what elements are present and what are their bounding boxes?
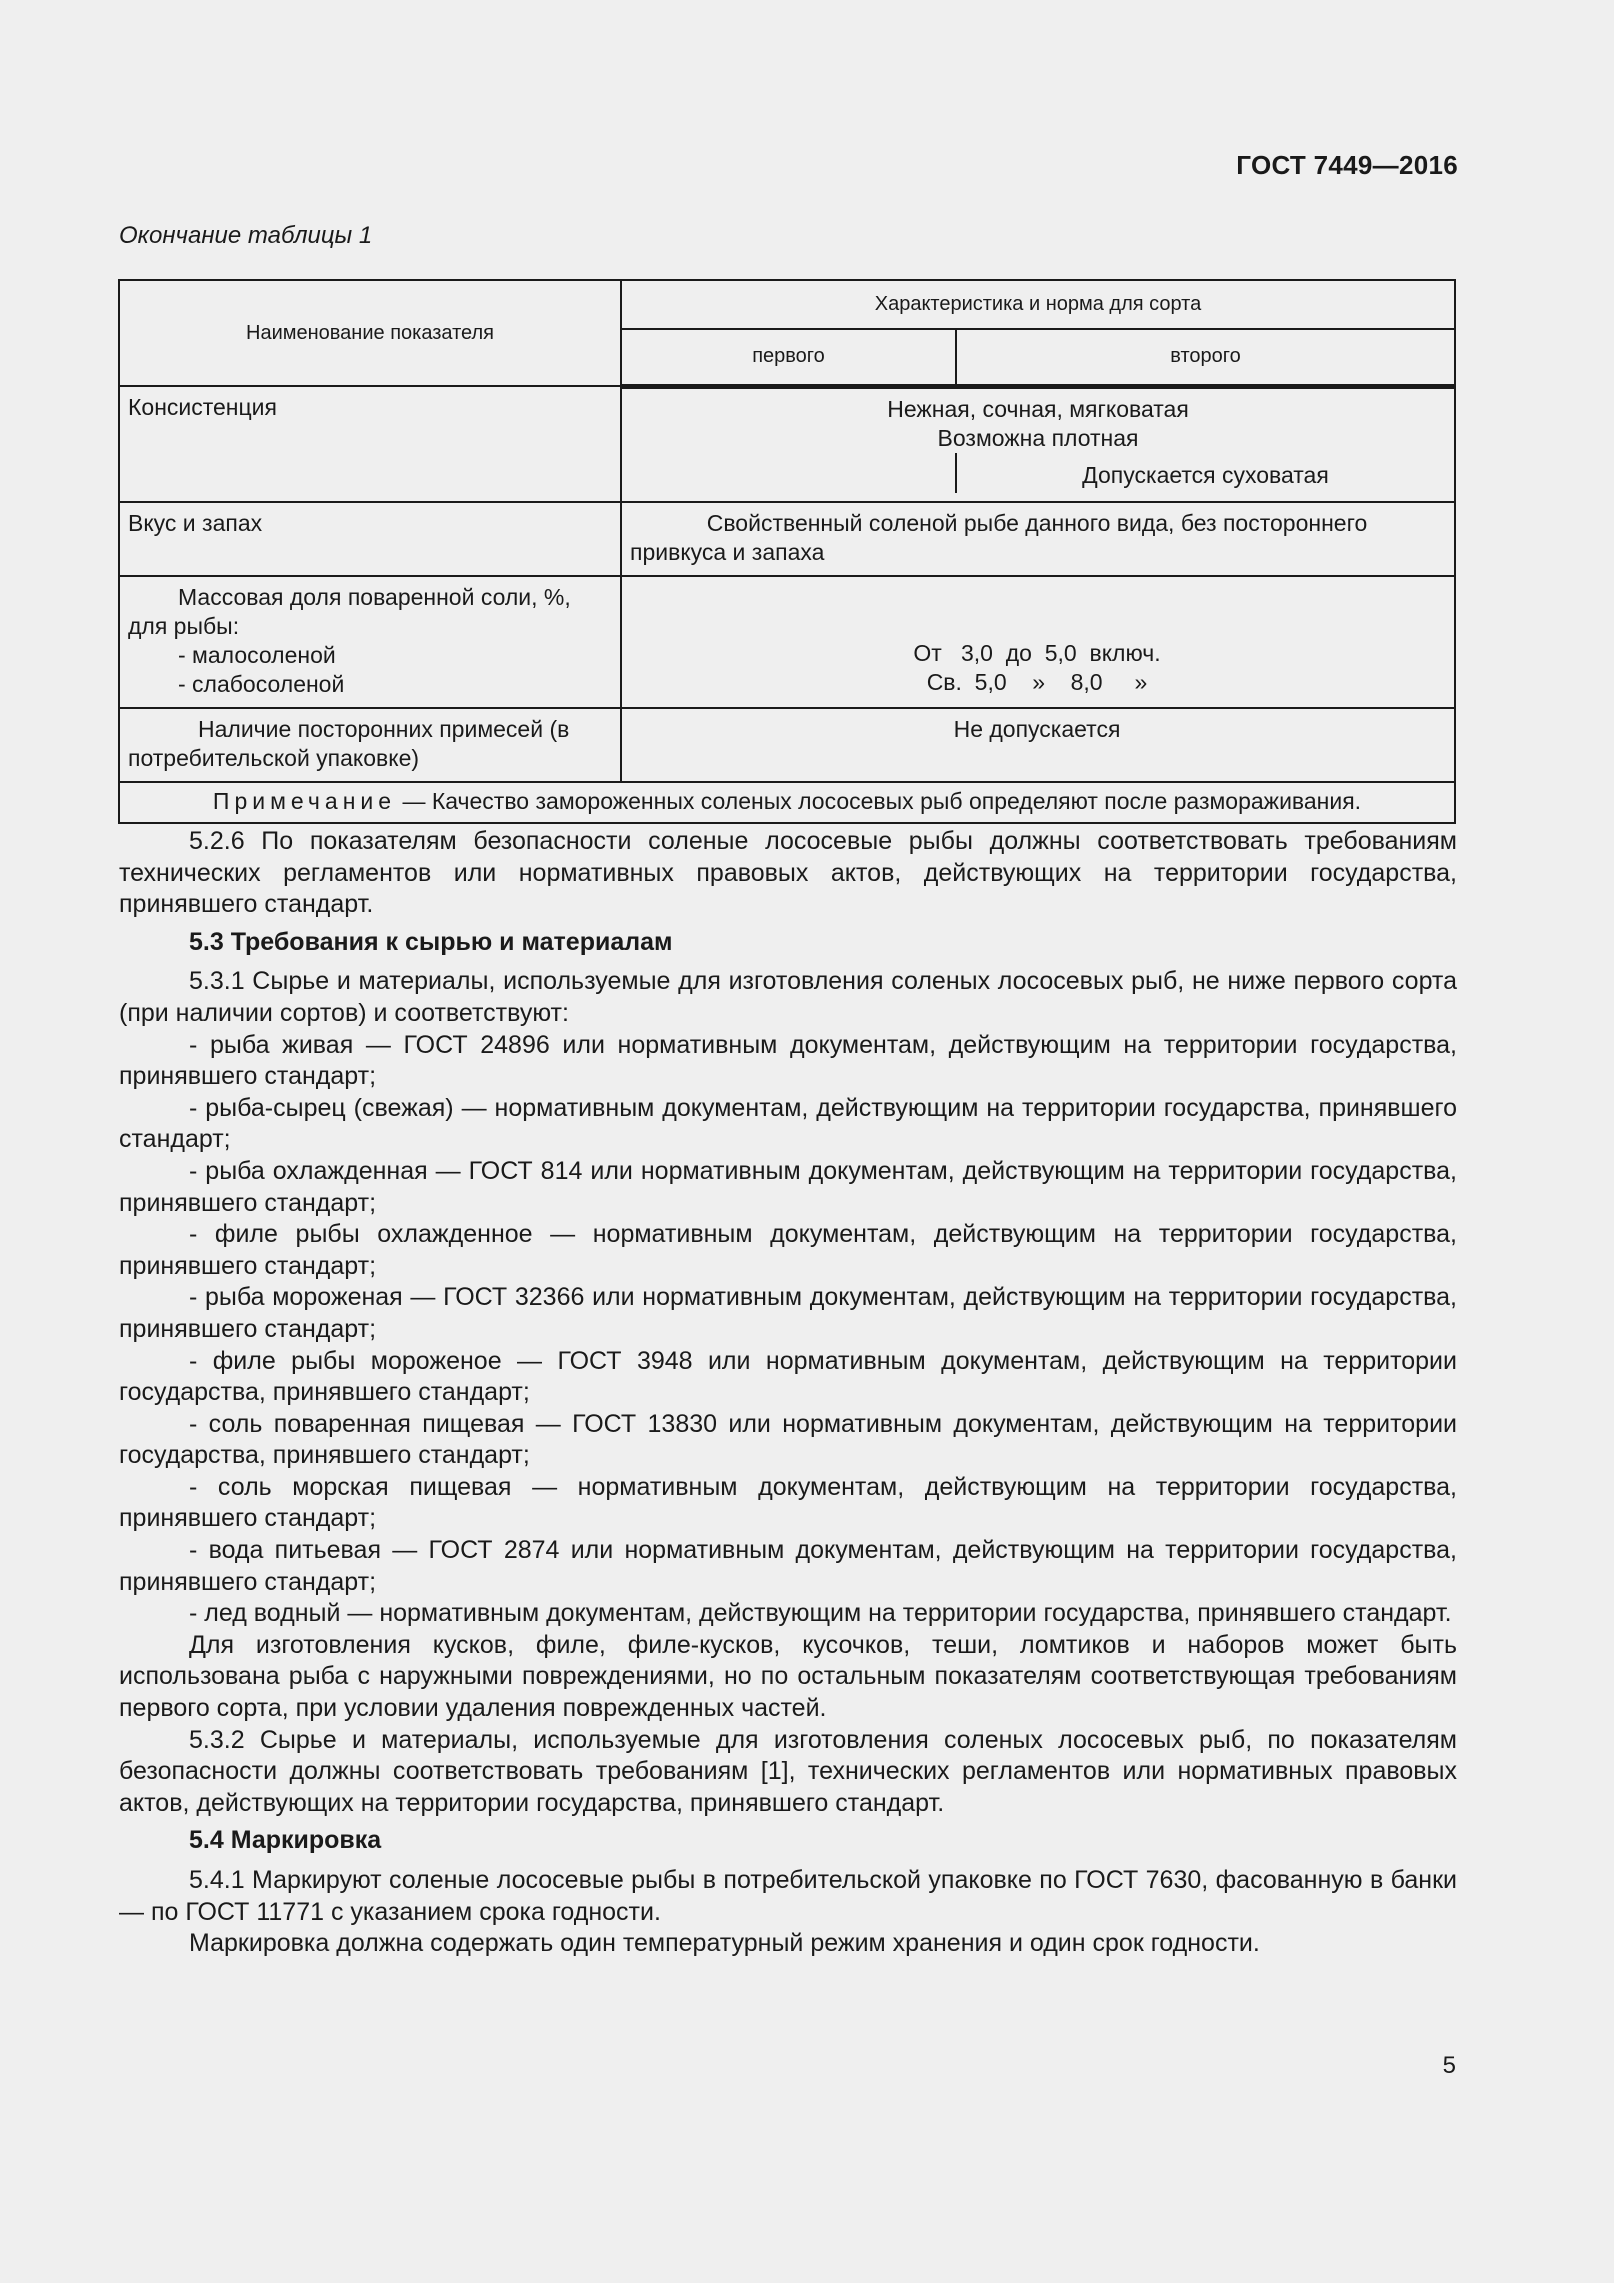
section-heading-5-3: 5.3 Требования к сырью и материалам — [189, 927, 673, 956]
cell-text: Нежная, сочная, мягковатая — [887, 395, 1189, 422]
list-item: - вода питьевая — ГОСТ 2874 или нормативным документам, действующим на территории государства, принявшего стандарт; — [119, 1536, 1457, 1596]
row-value-salt — [621, 576, 1455, 708]
row-value-impurities — [621, 708, 1455, 782]
list-item: - соль поваренная пищевая — ГОСТ 13830 или нормативным документам, действующим на территории государства, принявшего стандарт; — [119, 1409, 1457, 1470]
paragraph-pieces: Для изготовления кусков, филе, филе-кусков, кусочков, теши, ломтиков и наборов может быть использована рыба с наружными повреждениями, но по остальным показателям соответствующая требованиям первого сорта, при условии удаления поврежденных частей. — [119, 1630, 1457, 1723]
column-header-name: Наименование показателя — [119, 280, 621, 386]
note-label: Примечание — [212, 788, 397, 814]
cell-text: Св. 5,0 » 8,0 » — [926, 669, 1148, 695]
cell-text: - слабосоленой — [178, 671, 345, 697]
section-heading-5-4: 5.4 Маркировка — [189, 1826, 382, 1855]
list-item: - филе рыбы охлажденное — нормативным документам, действующим на территории государства, принявшего стандарт; — [119, 1220, 1457, 1280]
row-name-consistency — [119, 386, 621, 502]
cell-text: Возможна плотная — [937, 424, 1139, 451]
list-item: - филе рыбы мороженое — ГОСТ 3948 или нормативным документам, действующим на территории государства, принявшего стандарт; — [119, 1346, 1457, 1407]
cell-text: Консистенция — [128, 394, 277, 420]
table-header-row — [119, 280, 1455, 329]
table-row — [119, 576, 1455, 708]
table-row — [119, 386, 1455, 502]
cell-text: Свойственный соленой рыбе данного вида, без постороннего — [706, 510, 1368, 536]
cell-text: Наличие посторонних примесей (в — [198, 716, 570, 742]
row-name-impurities — [119, 708, 621, 782]
second-grade-cell: Допускается суховатая — [955, 453, 1454, 493]
column-header-characteristic: Характеристика и норма для сорта — [621, 280, 1455, 329]
list-item: - рыба охлажденная — ГОСТ 814 или нормативным документам, действующим на территории государства, принявшего стандарт; — [119, 1156, 1457, 1217]
list-item: - рыба мороженая — ГОСТ 32366 или нормативным документам, действующим на территории государства, принявшего стандарт; — [119, 1283, 1457, 1343]
characteristics-table — [118, 279, 1456, 824]
cell-text: для рыбы: — [128, 613, 240, 639]
grade-split — [622, 453, 1454, 493]
cell-text: потребительской упаковке) — [128, 745, 420, 771]
cell-text: - малосоленой — [178, 642, 336, 668]
paragraph-5-2-6: 5.2.6 По показателям безопасности соленые лососевые рыбы должны соответствовать требованиям технических регламентов или нормативных правовых актов, действующих на территории государства, принявшего стандарт. — [119, 827, 1457, 919]
page-number: 5 — [1442, 2052, 1456, 2079]
paragraph-5-4-1: 5.4.1 Маркируют соленые лососевые рыбы в потребительской упаковке по ГОСТ 7630, фасованную в банки — по ГОСТ 11771 с указанием срока годности. — [119, 1866, 1457, 1926]
table-row — [119, 708, 1455, 782]
column-header-second-grade: второго — [956, 329, 1455, 386]
cell-text: привкуса и запаха — [630, 539, 825, 565]
document-code: ГОСТ 7449—2016 — [1236, 150, 1458, 180]
table-note — [119, 782, 1455, 823]
row-name-salt — [119, 576, 621, 708]
first-grade-cell — [622, 453, 955, 493]
table-note-row — [119, 782, 1455, 823]
paragraph-marking: Маркировка должна содержать один температурный режим хранения и один срок годности. — [189, 1929, 1260, 1958]
row-value-taste — [621, 502, 1455, 576]
paragraph-5-3-2: 5.3.2 Сырье и материалы, используемые для изготовления соленых лососевых рыб, по показателям безопасности должны соответствовать требованиям [1], технических регламентов или нормативных правовых актов, действующих на территории государства, принявшего стандарт. — [119, 1725, 1457, 1817]
cell-text: От 3,0 до 5,0 включ. — [913, 640, 1161, 666]
column-header-first-grade: первого — [621, 329, 956, 386]
cell-text: Вкус и запах — [128, 510, 263, 536]
cell-text: Массовая доля поваренной соли, %, — [178, 584, 571, 610]
list-item: - лед водный — нормативным документам, действующим на территории государства, принявшего стандарт. — [189, 1599, 1452, 1628]
table-row — [119, 502, 1455, 576]
cell-text: Не допускается — [953, 716, 1121, 742]
table-continuation-label: Окончание таблицы 1 — [119, 222, 373, 249]
paragraph-5-3-1: 5.3.1 Сырье и материалы, используемые для изготовления соленых лососевых рыб, не ниже первого сорта (при наличии сортов) и соответствуют: — [119, 967, 1457, 1027]
note-text: — Качество замороженных соленых лососевых рыб определяют после размораживания. — [402, 788, 1362, 814]
row-name-taste — [119, 502, 621, 576]
list-item: - соль морская пищевая — нормативным документам, действующим на территории государства, принявшего стандарт; — [119, 1472, 1457, 1533]
row-value-consistency — [621, 386, 1455, 502]
document-body — [119, 826, 1457, 1960]
list-item: - рыба-сырец (свежая) — нормативным документам, действующим на территории государства, принявшего стандарт; — [119, 1093, 1457, 1154]
list-item: - рыба живая — ГОСТ 24896 или нормативным документам, действующим на территории государства, принявшего стандарт; — [119, 1030, 1457, 1091]
